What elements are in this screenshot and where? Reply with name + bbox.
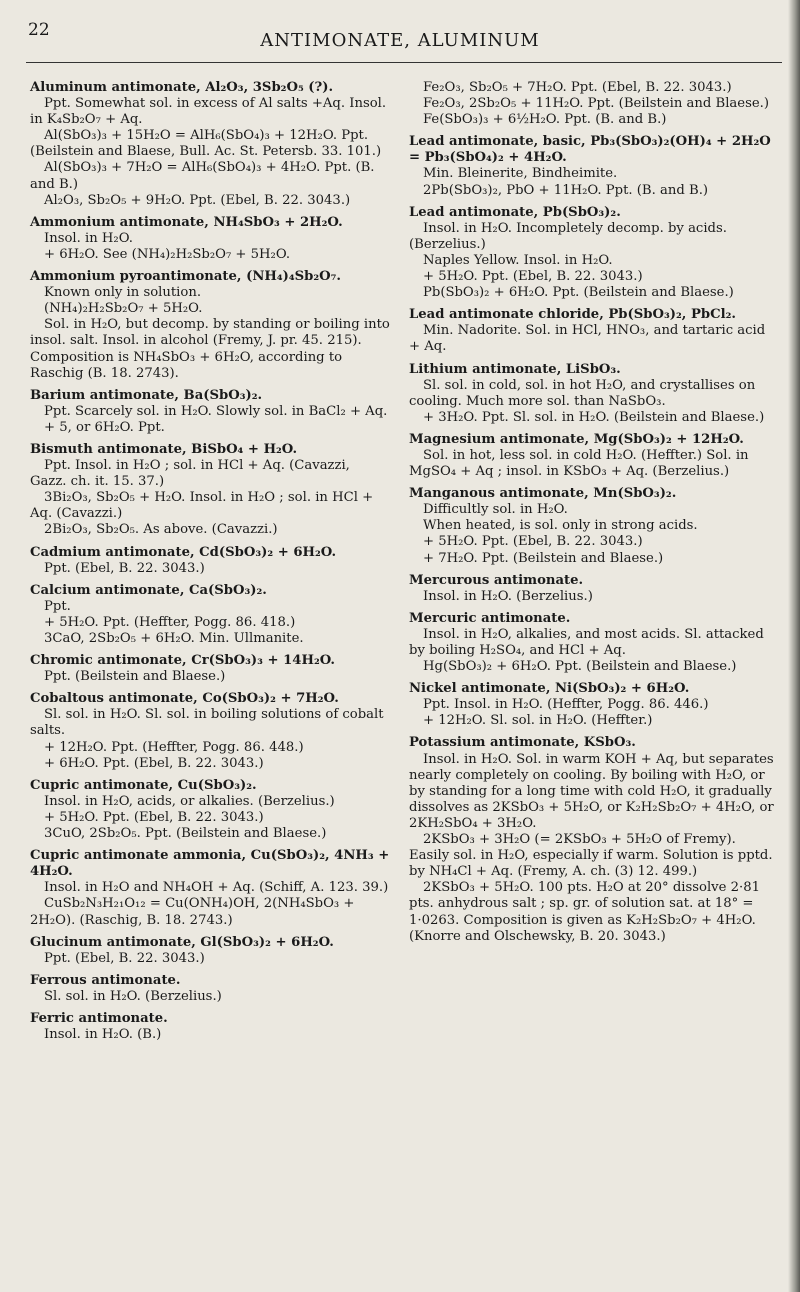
entry-line: Ppt.: [44, 598, 71, 614]
entry: [409, 611, 777, 675]
entry: [30, 442, 390, 539]
entry-heading: Barium antimonate, Ba(SbO₃)₂.: [30, 387, 263, 403]
entry-heading: Cupric antimonate ammonia, Cu(SbO₃)₂, 4NH₃ + 4H₂O.: [30, 848, 390, 880]
entry-heading: Mercurous antimonate.: [409, 572, 584, 588]
entry-line: Sol. in hot, less sol. in cold H₂O. (Heffter.) Sol. in MgSO₄ + Aq ; insol. in KSbO₃ + Aq. (Berzelius.): [409, 447, 749, 480]
entry-line: Al₂O₃, Sb₂O₅ + 9H₂O. Ppt. (Ebel, B. 22. 3043.): [44, 192, 351, 208]
entry-heading: Bismuth antimonate, BiSbO₄ + H₂O.: [30, 441, 298, 457]
entry-heading: Aluminum antimonate, Al₂O₃, 3Sb₂O₅ (?).: [30, 80, 334, 95]
entry-line: 3Bi₂O₃, Sb₂O₅ + H₂O. Insol. in H₂O ; sol. in HCl + Aq. (Cavazzi.): [30, 490, 374, 522]
entry: [409, 432, 777, 480]
entry-line: Ppt. Scarcely sol. in H₂O. Slowly sol. in BaCl₂ + Aq.: [44, 403, 388, 419]
entry-line: + 5H₂O. Ppt. (Heffter, Pogg. 86. 418.): [44, 614, 296, 630]
entry: [409, 735, 777, 944]
entry-line: Ppt. (Ebel, B. 22. 3043.): [44, 560, 205, 576]
entry-line: Ppt. Insol. in H₂O ; sol. in HCl + Aq. (Cavazzi, Gazz. ch. it. 15. 37.): [30, 458, 350, 490]
entry: [30, 973, 390, 1005]
entry: [30, 269, 390, 382]
entry-line: + 12H₂O. Sl. sol. in H₂O. (Heffter.): [423, 713, 653, 729]
entry-line: + 6H₂O. Ppt. (Ebel, B. 22. 3043.): [44, 755, 264, 771]
entry-line: Fe₂O₃, Sb₂O₅ + 7H₂O. Ppt. (Ebel, B. 22. 3043.): [423, 80, 732, 95]
entry: [30, 778, 390, 842]
entry-heading: Potassium antimonate, KSbO₃.: [409, 735, 636, 751]
entry-heading: Cupric antimonate, Cu(SbO₃)₂.: [30, 777, 257, 793]
entry-heading: Lead antimonate, basic, Pb₃(SbO₃)₂(OH)₄ + 2H₂O = Pb₃(SbO₄)₂ + 4H₂O.: [409, 134, 771, 166]
entry-line: Min. Bleinerite, Bindheimite.: [423, 166, 618, 182]
entry-line: Ppt. Insol. in H₂O. (Heffter, Pogg. 86. 446.): [423, 697, 709, 713]
header-rule: [26, 62, 782, 63]
entry-line: Insol. in H₂O. Incompletely decomp. by acids. (Berzelius.): [409, 220, 727, 252]
entry-line: When heated, is sol. only in strong acids.: [423, 518, 698, 534]
entry-heading: Chromic antimonate, Cr(SbO₃)₃ + 14H₂O.: [30, 653, 336, 669]
entry: [30, 545, 390, 577]
entry-heading: Calcium antimonate, Ca(SbO₃)₂.: [30, 582, 267, 598]
entry-line: 2KSbO₃ + 5H₂O. 100 pts. H₂O at 20° dissolve 2·81 pts. anhydrous salt ; sp. gr. of solution sat. at 18° = 1·0263. Composition is given as K₂H₂Sb₂O₇ + 4H₂O. (Knorre and Olschewsky, B. 20. 3043.): [409, 880, 760, 944]
entry-heading: Lead antimonate chloride, Pb(SbO₃)₂, PbCl₂.: [409, 307, 736, 323]
entry-heading: Ammonium pyroantimonate, (NH₄)₄Sb₂O₇.: [30, 269, 341, 285]
entry-line: + 12H₂O. Ppt. (Heffter, Pogg. 86. 448.): [44, 739, 304, 755]
entry-line: Insol. in H₂O. Sol. in warm KOH + Aq, but separates nearly completely on cooling. By boiling with H₂O, or by standing for a long time with cold H₂O, it gradually dissolves as 2KSbO₃ + 5H₂O, or K₂H₂Sb₂O₇ + 4H₂O, or 2KH₂SbO₄ + 3H₂O.: [409, 751, 774, 831]
entry-line: Sl. sol. in cold, sol. in hot H₂O, and crystallises on cooling. Much more sol. than NaSbO₃.: [409, 377, 756, 409]
running-head: ANTIMONATE, ALUMINUM: [260, 30, 540, 51]
entry-line: Ppt. Somewhat sol. in excess of Al salts +Aq. Insol. in K₄Sb₂O₇ + Aq.: [30, 96, 387, 128]
entry: [30, 653, 390, 685]
entry: [30, 388, 390, 436]
entry: [30, 935, 390, 967]
entry-heading: Magnesium antimonate, Mg(SbO₃)₂ + 12H₂O.: [409, 431, 744, 447]
entry-line: 2Pb(SbO₃)₂, PbO + 11H₂O. Ppt. (B. and B.): [423, 182, 709, 198]
entry: [30, 691, 390, 771]
entry-line: + 3H₂O. Ppt. Sl. sol. in H₂O. (Beilstein and Blaese.): [423, 409, 765, 425]
entry-line: 2KSbO₃ + 3H₂O (= 2KSbO₃ + 5H₂O of Fremy). Easily sol. in H₂O, especially if warm. Solution is pptd. by NH₄Cl + Aq. (Fremy, A. ch. (3) 12. 499.): [409, 832, 773, 880]
entry-heading: Lead antimonate, Pb(SbO₃)₂.: [409, 204, 621, 220]
entry: [409, 205, 777, 302]
entry-heading: Ammonium antimonate, NH₄SbO₃ + 2H₂O.: [30, 214, 343, 230]
entry-line: Ppt. (Ebel, B. 22. 3043.): [44, 950, 205, 966]
entry: [30, 848, 390, 928]
entry-line: Hg(SbO₃)₂ + 6H₂O. Ppt. (Beilstein and Blaese.): [423, 659, 737, 675]
entry-line: Known only in solution.: [44, 285, 202, 301]
entry-line: + 7H₂O. Ppt. (Beilstein and Blaese.): [423, 550, 664, 566]
entry-heading: Cobaltous antimonate, Co(SbO₃)₂ + 7H₂O.: [30, 691, 339, 707]
entry: [409, 134, 777, 198]
entry-heading: Glucinum antimonate, Gl(SbO₃)₂ + 6H₂O.: [30, 934, 334, 950]
entry-line: CuSb₂N₃H₂₁O₁₂ = Cu(ONH₄)OH, 2(NH₄SbO₃ + 2H₂O). (Raschig, B. 18. 2743.): [30, 896, 355, 928]
entry-line: 3CuO, 2Sb₂O₅. Ppt. (Beilstein and Blaese.): [44, 826, 327, 842]
entry: [30, 1011, 390, 1043]
entry-line: Insol. in H₂O and NH₄OH + Aq. (Schiff, A. 123. 39.): [44, 880, 389, 896]
right-column: [409, 80, 777, 951]
entry-line: Insol. in H₂O, alkalies, and most acids. Sl. attacked by boiling H₂SO₄, and HCl + Aq.: [409, 626, 764, 658]
page-edge-shadow: [788, 0, 800, 1292]
entry-line: + 5H₂O. Ppt. (Ebel, B. 22. 3043.): [44, 809, 264, 825]
entry-line: Fe(SbO₃)₃ + 6½H₂O. Ppt. (B. and B.): [423, 112, 667, 128]
entry: [409, 573, 777, 605]
entry-line: Al(SbO₃)₃ + 7H₂O = AlH₆(SbO₄)₃ + 4H₂O. Ppt. (B. and B.): [30, 160, 375, 192]
entry-line: Insol. in H₂O. (Berzelius.): [423, 588, 593, 604]
entry-line: Sl. sol. in H₂O. Sl. sol. in boiling solutions of cobalt salts.: [30, 707, 384, 739]
entry-heading: Nickel antimonate, Ni(SbO₃)₂ + 6H₂O.: [409, 681, 690, 697]
entry-line: Al(SbO₃)₃ + 15H₂O = AlH₆(SbO₄)₃ + 12H₂O. Ppt. (Beilstein and Blaese, Bull. Ac. St. Petersb. 33. 101.): [30, 128, 382, 160]
page-number: 22: [28, 20, 50, 40]
entry-line: Fe₂O₃, 2Sb₂O₅ + 11H₂O. Ppt. (Beilstein and Blaese.): [423, 96, 769, 112]
entry-line: Sol. in H₂O, but decomp. by standing or boiling into insol. salt. Insol. in alcohol (Fremy, J. pr. 45. 215). Composition is NH₄SbO₃ + 6H₂O, according to Raschig (B. 18. 2743).: [30, 317, 390, 381]
entry-heading: Mercuric antimonate.: [409, 610, 571, 626]
entry-heading: Ferric antimonate.: [30, 1010, 168, 1026]
entry: [409, 486, 777, 566]
entry-heading: Cadmium antimonate, Cd(SbO₃)₂ + 6H₂O.: [30, 544, 337, 560]
entry-line: + 5, or 6H₂O. Ppt.: [44, 419, 165, 435]
entry-line: Naples Yellow. Insol. in H₂O.: [423, 252, 613, 268]
entry-line: Insol. in H₂O. (B.): [44, 1027, 162, 1043]
entry-line: Sl. sol. in H₂O. (Berzelius.): [44, 988, 222, 1004]
entry-line: + 5H₂O. Ppt. (Ebel, B. 22. 3043.): [423, 534, 643, 550]
entry: [409, 80, 777, 128]
entry-line: (NH₄)₂H₂Sb₂O₇ + 5H₂O.: [44, 301, 203, 317]
entry-line: Min. Nadorite. Sol. in HCl, HNO₃, and tartaric acid + Aq.: [409, 323, 766, 355]
entry-line: 2Bi₂O₃, Sb₂O₅. As above. (Cavazzi.): [44, 522, 278, 538]
entry-line: + 6H₂O. See (NH₄)₂H₂Sb₂O₇ + 5H₂O.: [44, 246, 291, 262]
entry-line: 3CaO, 2Sb₂O₅ + 6H₂O. Min. Ullmanite.: [44, 631, 304, 646]
entry-line: Pb(SbO₃)₂ + 6H₂O. Ppt. (Beilstein and Blaese.): [423, 285, 734, 301]
entry: [409, 681, 777, 729]
left-column: [30, 80, 390, 1049]
entry: [30, 583, 390, 647]
entry-heading: Ferrous antimonate.: [30, 972, 181, 988]
entry: [409, 362, 777, 426]
entry-heading: Manganous antimonate, Mn(SbO₃)₂.: [409, 486, 677, 502]
entry: [30, 215, 390, 263]
entry-heading: Lithium antimonate, LiSbO₃.: [409, 361, 621, 377]
entry: [409, 307, 777, 355]
entry-line: Insol. in H₂O.: [44, 230, 133, 246]
entry: [30, 80, 390, 209]
entry-line: + 5H₂O. Ppt. (Ebel, B. 22. 3043.): [423, 269, 643, 285]
entry-line: Difficultly sol. in H₂O.: [423, 502, 568, 518]
entry-line: Insol. in H₂O, acids, or alkalies. (Berzelius.): [44, 793, 335, 809]
entry-line: Ppt. (Beilstein and Blaese.): [44, 669, 226, 685]
